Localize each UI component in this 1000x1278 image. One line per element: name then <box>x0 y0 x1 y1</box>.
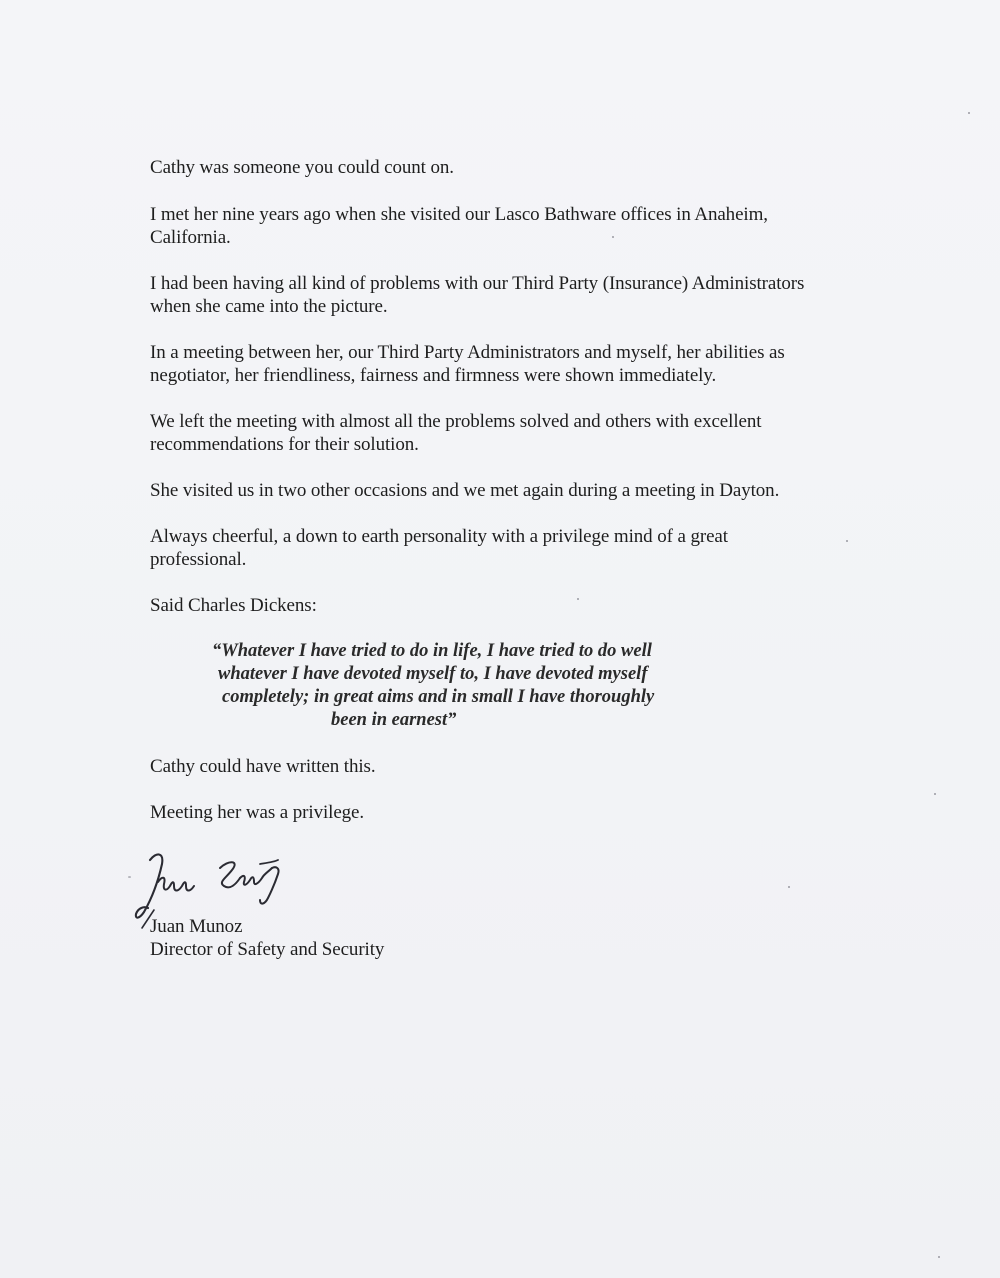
paragraph-results-line-2: recommendations for their solution. <box>150 434 419 455</box>
signatory-name: Juan Munoz <box>150 916 243 937</box>
paper-speck <box>938 1256 940 1258</box>
quote-line-3: completely; in great aims and in small I have thoroughly <box>222 687 655 707</box>
quote-line-2: whatever I have devoted myself to, I have devoted myself <box>218 664 648 684</box>
paper-speck <box>612 236 614 238</box>
paragraph-abilities-line-1: In a meeting between her, our Third Party Administrators and myself, her abilities as <box>150 342 785 363</box>
quote-line-4: been in earnest” <box>331 710 457 730</box>
paragraph-results-line-1: We left the meeting with almost all the problems solved and others with excellent <box>150 411 762 432</box>
paper-speck <box>968 112 970 114</box>
paragraph-privilege: Meeting her was a privilege. <box>150 802 365 823</box>
paragraph-could-have-written: Cathy could have written this. <box>150 756 376 777</box>
paper-speck <box>128 876 131 878</box>
paper-speck <box>934 793 936 795</box>
quote-line-1: “Whatever I have tried to do in life, I have tried to do well <box>212 641 652 661</box>
paper-speck <box>577 598 579 600</box>
paragraph-problems-line-2: when she came into the picture. <box>150 296 388 317</box>
paper-speck <box>788 886 790 888</box>
signatory-title: Director of Safety and Security <box>150 939 385 960</box>
paragraph-meeting-line-2: California. <box>150 227 231 248</box>
paragraph-dickens-intro: Said Charles Dickens: <box>150 595 317 616</box>
paragraph-personality-line-2: professional. <box>150 549 247 570</box>
paragraph-opening: Cathy was someone you could count on. <box>150 157 454 178</box>
paper-speck <box>846 540 848 542</box>
paragraph-meeting-line-1: I met her nine years ago when she visited our Lasco Bathware offices in Anaheim, <box>150 204 768 225</box>
paragraph-problems-line-1: I had been having all kind of problems with our Third Party (Insurance) Administrators <box>150 273 805 294</box>
paragraph-abilities-line-2: negotiator, her friendliness, fairness and firmness were shown immediately. <box>150 365 717 386</box>
paragraph-visits: She visited us in two other occasions and we met again during a meeting in Dayton. <box>150 480 780 501</box>
paragraph-personality-line-1: Always cheerful, a down to earth personality with a privilege mind of a great <box>150 526 728 547</box>
